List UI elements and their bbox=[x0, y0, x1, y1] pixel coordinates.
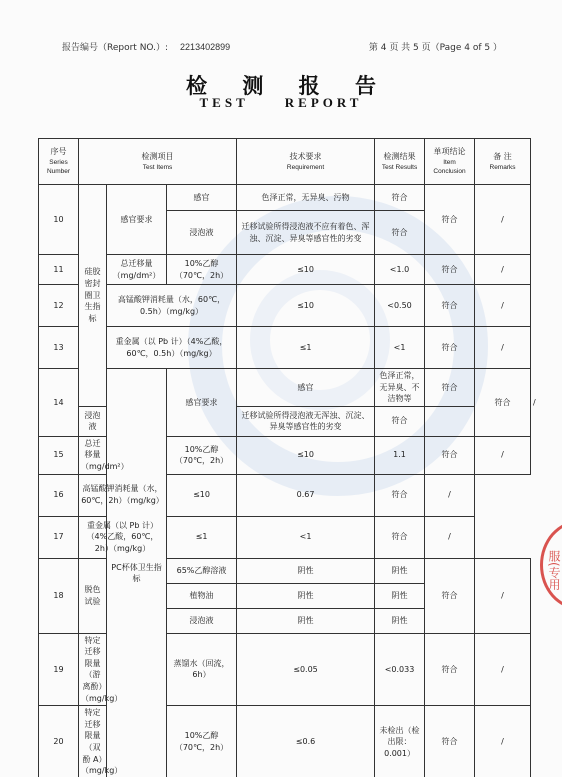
sub-item: 感官 bbox=[167, 185, 237, 211]
conclusion: 符合 bbox=[425, 185, 475, 255]
remark: / bbox=[425, 474, 475, 516]
result: 未检出（检出限：0.001） bbox=[375, 706, 425, 777]
table-row bbox=[39, 255, 531, 285]
test-condition: 10%乙醇（70℃，2h） bbox=[167, 706, 237, 777]
table-row bbox=[39, 474, 531, 516]
result: 阴性 bbox=[375, 558, 425, 583]
requirement: 迁移试验所得浸泡液不应有着色、浑浊、沉淀、异臭等感官性的劣变 bbox=[237, 211, 375, 255]
title-en-test: TEST bbox=[199, 95, 249, 110]
conclusion: 符合 bbox=[425, 285, 475, 327]
remark: / bbox=[475, 436, 531, 474]
test-results-table bbox=[38, 138, 536, 777]
red-seal-stamp bbox=[540, 520, 562, 610]
test-item: 重金属（以 Pb 计）（4%乙酸，60℃，0.5h）（mg/kg） bbox=[107, 327, 237, 369]
requirement: ≤0.05 bbox=[237, 633, 375, 706]
sub-item: 65%乙醇溶液 bbox=[167, 558, 237, 583]
seal-text: 服(专用 bbox=[547, 550, 561, 591]
conclusion: 符合 bbox=[425, 558, 475, 633]
row-number: 20 bbox=[39, 706, 79, 777]
page-indicator: 第 4 页 共 5 页（Page 4 of 5 ） bbox=[368, 43, 502, 53]
table-header-row bbox=[39, 139, 531, 185]
conclusion: 符合 bbox=[425, 327, 475, 369]
requirement: 阴性 bbox=[237, 558, 375, 583]
result: <0.033 bbox=[375, 633, 425, 706]
report-number bbox=[62, 40, 230, 53]
row-number: 11 bbox=[39, 255, 79, 285]
col-test-results: 检测结果 Test Results bbox=[375, 139, 425, 185]
conclusion: 符合 bbox=[375, 474, 425, 516]
row-number: 12 bbox=[39, 285, 79, 327]
conclusion: 符合 bbox=[375, 516, 425, 558]
conclusion: 符合 bbox=[425, 255, 475, 285]
test-item: 总迁移量（mg/dm²） bbox=[79, 436, 107, 474]
conclusion: 符合 bbox=[425, 706, 475, 777]
group-label-silicone: 硅胶密封圈卫生指标 bbox=[79, 185, 107, 407]
test-item: 高锰酸钾消耗量（水，60℃，2h）（mg/kg） bbox=[79, 474, 167, 516]
result: 阴性 bbox=[375, 608, 425, 633]
remark: / bbox=[475, 633, 531, 706]
row-number: 17 bbox=[39, 516, 79, 558]
remark: / bbox=[475, 558, 531, 633]
sub-item: 植物油 bbox=[167, 583, 237, 608]
test-item: 特定迁移限量（游离酚）（mg/kg） bbox=[79, 633, 107, 706]
result: 0.67 bbox=[237, 474, 375, 516]
requirement: ≤10 bbox=[237, 255, 375, 285]
table-row bbox=[39, 516, 531, 558]
table-row bbox=[39, 285, 531, 327]
result: 符合 bbox=[375, 211, 425, 255]
table-row bbox=[39, 327, 531, 369]
group-label-pc: PC杯体卫生指标 bbox=[107, 369, 167, 777]
conclusion: 符合 bbox=[475, 369, 531, 437]
test-item: 脱色试验 bbox=[79, 558, 107, 633]
result: <1.0 bbox=[375, 255, 425, 285]
sub-item: 感官 bbox=[237, 369, 375, 407]
result: <1 bbox=[375, 327, 425, 369]
remark: / bbox=[475, 706, 531, 777]
report-title-cn: 检 测 报 告 bbox=[186, 73, 390, 98]
row-number: 14 bbox=[39, 369, 79, 437]
col-remarks: 备 注 Remarks bbox=[475, 139, 531, 185]
requirement: ≤10 bbox=[237, 285, 375, 327]
test-condition: 10%乙醇（70℃，2h） bbox=[167, 436, 237, 474]
table-row bbox=[39, 185, 531, 211]
col-test-items: 检测项目 Test Items bbox=[79, 139, 237, 185]
requirement: 色泽正常，无异臭、污物 bbox=[237, 185, 375, 211]
col-requirement: 技术要求 Requirement bbox=[237, 139, 375, 185]
result: <0.50 bbox=[375, 285, 425, 327]
row-number: 13 bbox=[39, 327, 79, 369]
test-condition: 10%乙醇（70℃，2h） bbox=[167, 255, 237, 285]
test-item: 感官要求 bbox=[107, 185, 167, 255]
result: <1 bbox=[237, 516, 375, 558]
requirement: 迁移试验所得浸泡液无浑浊、沉淀、异臭等感官性的劣变 bbox=[237, 406, 375, 436]
test-item: 重金属（以 Pb 计）（4%乙酸，60℃，2h）（mg/kg） bbox=[79, 516, 167, 558]
result: 阴性 bbox=[375, 583, 425, 608]
remark: / bbox=[475, 255, 531, 285]
report-title-en bbox=[0, 95, 562, 111]
row-number: 16 bbox=[39, 474, 79, 516]
requirement: ≤1 bbox=[237, 327, 375, 369]
sub-item: 浸泡液 bbox=[167, 608, 237, 633]
result: 1.1 bbox=[375, 436, 425, 474]
conclusion: 符合 bbox=[425, 436, 475, 474]
requirement: ≤0.6 bbox=[237, 706, 375, 777]
row-number: 19 bbox=[39, 633, 79, 706]
report-number-value: 2213402899 bbox=[180, 42, 231, 52]
result: 符合 bbox=[425, 369, 475, 407]
col-serial: 序号 Series Number bbox=[39, 139, 79, 185]
requirement: 阴性 bbox=[237, 583, 375, 608]
result: 符合 bbox=[375, 406, 425, 436]
sub-item: 浸泡液 bbox=[79, 406, 107, 436]
report-number-label: 报告编号（Report NO.）: bbox=[62, 43, 169, 53]
test-item: 特定迁移限量（双酚 A）（mg/kg） bbox=[79, 706, 107, 777]
test-condition: 蒸馏水（回流，6h） bbox=[167, 633, 237, 706]
row-number: 18 bbox=[39, 558, 79, 633]
conclusion: 符合 bbox=[425, 633, 475, 706]
remark: / bbox=[425, 516, 475, 558]
row-number: 15 bbox=[39, 436, 79, 474]
requirement: 色泽正常，无异臭、不洁物等 bbox=[375, 369, 425, 407]
remark: / bbox=[475, 285, 531, 327]
requirement: ≤10 bbox=[237, 436, 375, 474]
requirement: ≤10 bbox=[167, 474, 237, 516]
result: 符合 bbox=[375, 185, 425, 211]
requirement: ≤1 bbox=[167, 516, 237, 558]
remark: / bbox=[475, 327, 531, 369]
test-item: 总迁移量（mg/dm²） bbox=[107, 255, 167, 285]
row-number: 10 bbox=[39, 185, 79, 255]
col-conclusion: 单项结论 Item Conclusion bbox=[425, 139, 475, 185]
remark: / bbox=[475, 185, 531, 255]
test-item: 高锰酸钾消耗量（水，60℃，0.5h）（mg/kg） bbox=[107, 285, 237, 327]
test-item: 感官要求 bbox=[167, 369, 237, 437]
table-row: 14 PC杯体卫生指标 感官要求 感官 色泽正常，无异臭、不洁物等 符合 符合 / bbox=[39, 369, 531, 407]
sub-item: 浸泡液 bbox=[167, 211, 237, 255]
requirement: 阴性 bbox=[237, 608, 375, 633]
title-en-report: REPORT bbox=[284, 95, 363, 110]
